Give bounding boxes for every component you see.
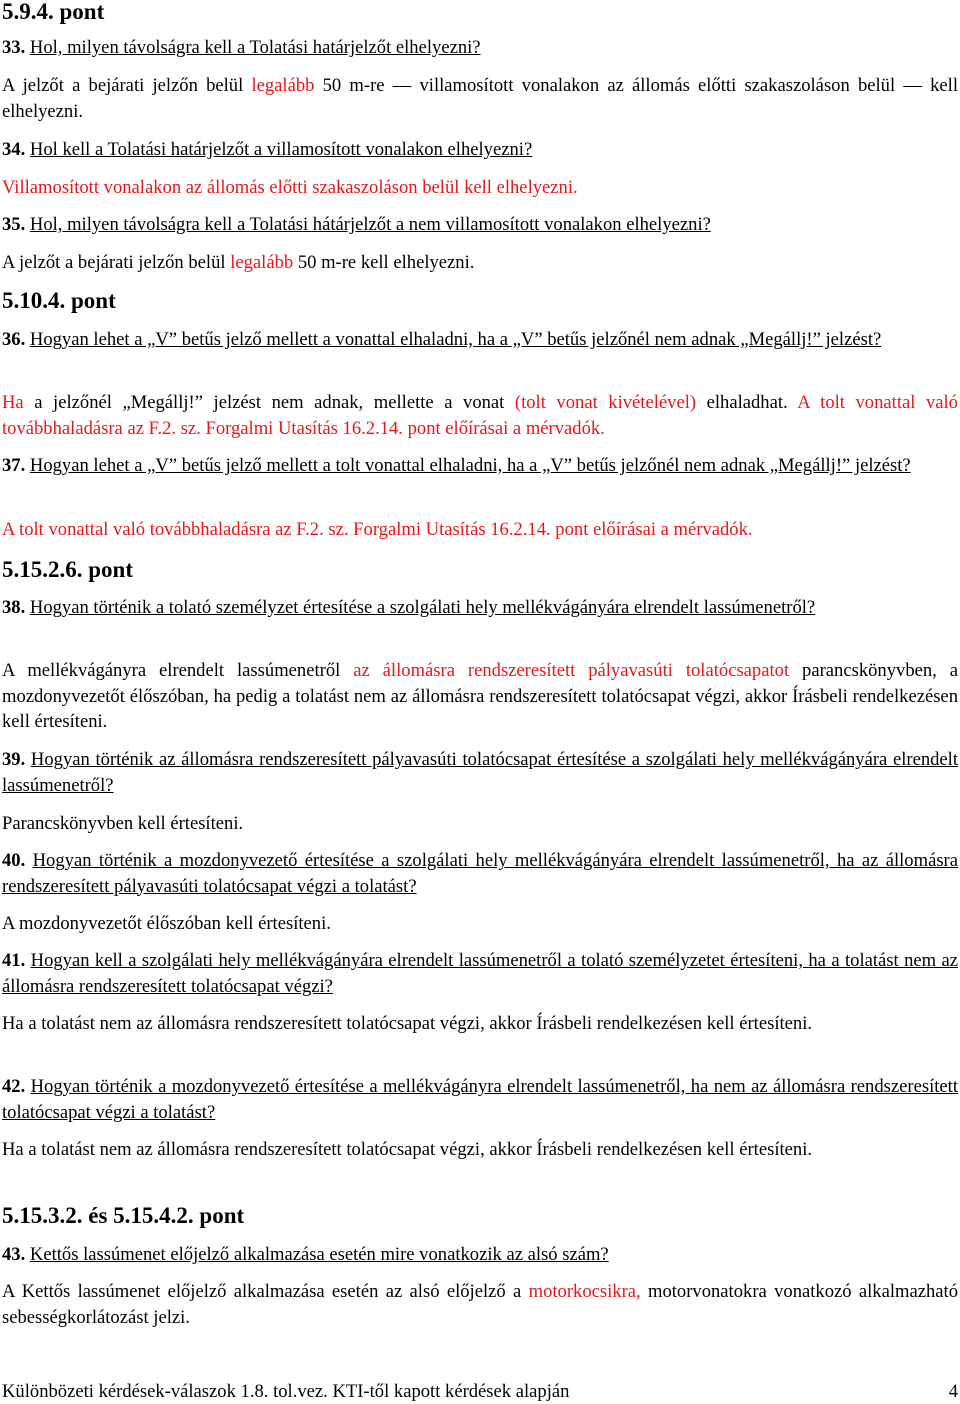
question-34: 34. Hol kell a Tolatási határjelzőt a villamosított vonalakon elhelyezni? — [2, 139, 533, 160]
question-35: 35. Hol, milyen távolságra kell a Tolatási hátárjelzőt a nem villamosított vonalakon elhelyezni? — [2, 214, 711, 235]
question-37: 37. Hogyan lehet a „V” betűs jelző mellett a tolt vonattal elhaladni, ha a „V” betűs jelzőnél nem adnak „Megállj!” jelzést? — [2, 455, 911, 476]
answer-37: A tolt vonattal való továbbhaladásra az F.2. sz. Forgalmi Utasítás 16.2.14. pont előírásai a mérvadók. — [2, 519, 753, 540]
answer-35: A jelzőt a bejárati jelzőn belül legalább 50 m-re kell elhelyezni. — [2, 252, 475, 273]
question-40: 40. Hogyan történik a mozdonyvezető értesítése a szolgálati hely mellékvágányára elrendelt lassúmenetről, ha az állomásra rendszeresített pályavasúti tolatócsapat végzi a tolatást? — [2, 850, 959, 897]
answer-34: Villamosított vonalakon az állomás előtti szakaszoláson belül kell elhelyezni. — [2, 177, 578, 198]
answer-38: A mellékvágányra elrendelt lassúmenetről az állomásra rendszeresített pályavasúti tolatócsapatot parancskönyvben, a mozdonyvezetőt élőszóban, ha pedig a tolatást nem az állomásra rendszeresített tolatócsapat végzi, akkor Írásbeli rendelkezésen kell értesíteni. — [2, 660, 959, 732]
answer-36: Ha a jelzőnél „Megállj!” jelzést nem adnak, mellette a vonat (tolt vonat kivételével) elhaladhat. A tolt vonattal való továbbhaladásra az F.2. sz. Forgalmi Utasítás 16.2.14. pont előírásai a mérvadók. — [2, 392, 958, 439]
answer-33: A jelzőt a bejárati jelzőn belül legalább 50 m-re — villamosított vonalakon az állomás előtti szakaszoláson belül — kell elhelyezni. — [2, 75, 958, 122]
question-33: 33. Hol, milyen távolságra kell a Tolatási határjelzőt elhelyezni? — [2, 37, 481, 58]
section-heading: 5.9.4. pont — [2, 0, 105, 24]
page-footer — [2, 1380, 958, 1404]
question-36: 36. Hogyan lehet a „V” betűs jelző mellett a vonattal elhaladni, ha a „V” betűs jelzőnél nem adnak „Megállj!” jelzést? — [2, 329, 882, 350]
section-heading: 5.15.2.6. pont — [2, 557, 133, 582]
answer-42: Ha a tolatást nem az állomásra rendszeresített tolatócsapat végzi, akkor Írásbeli rendelkezésen kell értesíteni. — [2, 1139, 813, 1160]
question-43: 43. Kettős lassúmenet előjelző alkalmazása esetén mire vonatkozik az alsó szám? — [2, 1244, 609, 1265]
section-heading: 5.15.3.2. és 5.15.4.2. pont — [2, 1203, 245, 1228]
answer-43: A Kettős lassúmenet előjelző alkalmazása esetén az alsó előjelző a motorkocsikra, motorvonatokra vonatkozó alkalmazható sebességkorlátozást jelzi. — [2, 1281, 958, 1328]
answer-40: A mozdonyvezetőt élőszóban kell értesíteni. — [2, 913, 331, 934]
answer-41: Ha a tolatást nem az állomásra rendszeresített tolatócsapat végzi, akkor Írásbeli rendelkezésen kell értesíteni. — [2, 1013, 813, 1034]
answer-39: Parancskönyvben kell értesíteni. — [2, 813, 244, 834]
question-42: 42. Hogyan történik a mozdonyvezető értesítése a mellékvágányra elrendelt lassúmenetről, ha nem az állomásra rendszeresített tolatócsapat végzi a tolatást? — [2, 1076, 958, 1123]
question-38: 38. Hogyan történik a tolató személyzet értesítése a szolgálati hely mellékvágányára elrendelt lassúmenetről? — [2, 597, 816, 618]
page-number: 4 — [948, 1381, 958, 1402]
question-41: 41. Hogyan kell a szolgálati hely mellékvágányára elrendelt lassúmenetről a tolató személyzetet értesíteni, ha a tolatást nem az állomásra rendszeresített tolatócsapat végzi? — [2, 950, 958, 997]
section-heading: 5.10.4. pont — [2, 288, 116, 313]
question-39: 39. Hogyan történik az állomásra rendszeresített pályavasúti tolatócsapat értesítése a szolgálati hely mellékvágányára elrendelt lassúmenetről? — [2, 749, 958, 796]
footer-text: Különbözeti kérdések-válaszok 1.8. tol.vez. KTI-től kapott kérdések alapján — [2, 1381, 570, 1402]
